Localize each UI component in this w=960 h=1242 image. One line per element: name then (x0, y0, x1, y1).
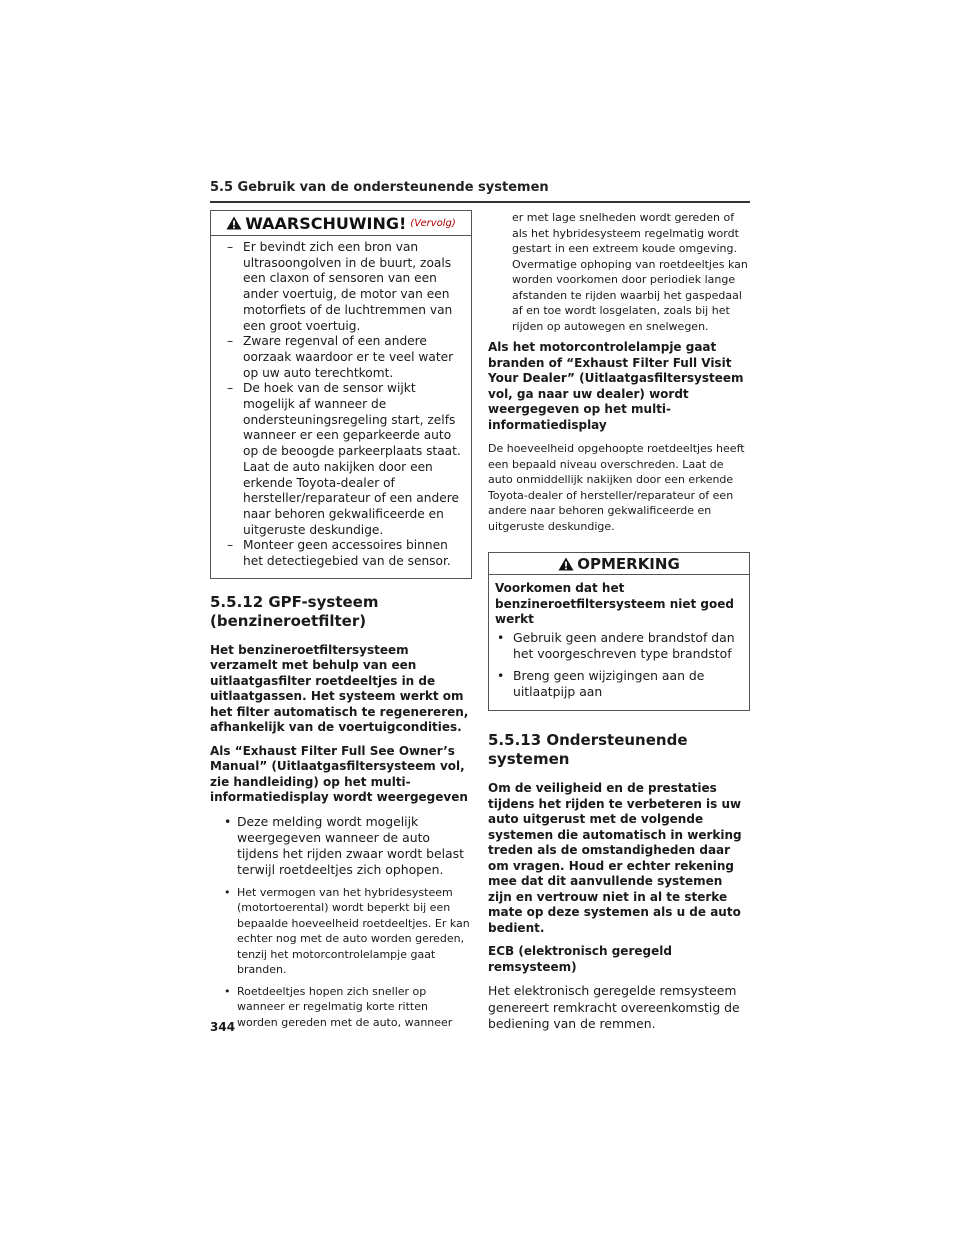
section-header-title: 5.5 Gebruik van de ondersteunende systemen (210, 180, 549, 195)
list-item: • Gebruik geen andere brandstof dan het voorgeschreven type brandstof (497, 629, 735, 661)
warning-item: – Er bevindt zich een bron van ultrasoongolven in de buurt, zoals een claxon of sensoren van een ander voertuig, de motor van een motorfiets of de luchtremmen van een groot voertuig. (227, 240, 453, 333)
note-header (489, 553, 749, 575)
warning-item: – De hoek van de sensor wijkt mogelijk af wanneer de ondersteuningsregeling start, zelfs wanneer er een geparkeerde auto op de beoogde parkeerplaats staat. Laat de auto nakijken door een erkende Toyota-dealer of hersteller/reparateur of een andere naar behoren gekwalificeerde en uitgeruste deskundige. (227, 381, 461, 537)
warning-item: – Monteer geen accessoires binnen het detectiegebied van de sensor. (227, 538, 451, 569)
warning-continued: (Vervolg) (410, 217, 456, 229)
alert-triangle-icon (226, 216, 242, 230)
list-item: • Deze melding wordt mogelijk weergegeven wanneer de auto tijdens het rijden zwaar wordt belast terwijl roetdeeltjes zich ophopen. (224, 813, 464, 878)
note-subtitle: Voorkomen dat het benzineroetfiltersysteem niet goed werkt (495, 581, 734, 626)
note-body (489, 575, 749, 710)
list-item: • Breng geen wijzigingen aan de uitlaatpijp aan (497, 667, 705, 700)
page-header (210, 180, 750, 195)
support-intro: Om de veiligheid en de prestaties tijdens het rijden te verbeteren is uw auto uitgerust met de volgende systemen die automatisch in werking treden als de omstandigheden daar om vragen. Houd er echter rekening mee dat dit aanvullende systemen zijn en vertrouw niet in al te sterke mate op deze systemen als u de auto bedient. (488, 781, 742, 935)
gpf-subheading-2-text: De hoeveelheid opgehoopte roetdeeltjes heeft een bepaald niveau overschreden. Laat de auto onmiddellijk nakijken door een erkende Toyota-dealer of hersteller/reparateur of een andere naar behoren gekwalificeerde en uitgeruste deskundige. (488, 442, 745, 533)
gpf-subheading-2: Als het motorcontrolelampje gaat branden of “Exhaust Filter Full Visit Your Dealer” (Uitlaatgasfiltersysteem vol, ga naar uw dealer) wordt weergegeven op het multi-informatiedisplay (488, 340, 744, 432)
gpf-subheading-1: Als “Exhaust Filter Full See Owner’s Manual” (Uitlaatgasfiltersysteem vol, zie handleiding) op het multi-informatiedisplay wordt weergegeven (210, 743, 468, 805)
bullet-continuation: er met lage snelheden wordt gereden of als het hybridesysteem regelmatig wordt gestart in een extreem koude omgeving. Overmatige ophoping van roetdeeltjes kan worden voorkomen door periodiek lange afstanden te rijden waarbij het gaspedaal af en toe wordt losgelaten, zoals bij het rijden op autowegen en snelwegen. (512, 211, 748, 333)
warning-box (210, 210, 472, 579)
warning-header (211, 211, 471, 236)
note-title: OPMERKING (577, 554, 680, 573)
warning-body (211, 236, 471, 578)
alert-triangle-icon (558, 557, 574, 571)
ecb-title: ECB (elektronisch geregeld remsysteem) (488, 944, 672, 974)
gpf-section-title: 5.5.12 GPF-systeem (benzineroetfilter) (210, 592, 379, 630)
note-box (488, 552, 750, 711)
gpf-intro: Het benzineroetfiltersysteem verzamelt met behulp van een uitlaatgasfilter roetdeeltjes in de uitlaatgassen. Het systeem werkt om het filter automatisch te regenereren, afhankelijk van de voertuigcondities. (210, 642, 469, 735)
list-item: • Het vermogen van het hybridesysteem (motortoerental) wordt beperkt bij een bepaalde hoeveelheid roetdeeltjes. Er kan echter nog met de auto worden gereden, tenzij het motorcontrolelampje gaat branden. (224, 885, 470, 977)
warning-item: – Zware regenval of een andere oorzaak waardoor er te veel water op uw auto terechtkomt. (227, 334, 454, 380)
ecb-text: Het elektronisch geregelde remsysteem genereert remkracht overeenkomstig de bediening van de remmen. (488, 983, 740, 1031)
support-section-title: 5.5.13 Ondersteunende systemen (488, 731, 688, 769)
right-column (488, 210, 750, 1040)
warning-title: WAARSCHUWING! (245, 213, 407, 233)
page-number: 344 (210, 1020, 236, 1034)
list-item: • Roetdeeltjes hopen zich sneller op wanneer er regelmatig korte ritten worden gereden met de auto, wanneer (224, 984, 453, 1029)
left-column (210, 210, 472, 1036)
header-rule (210, 201, 750, 203)
